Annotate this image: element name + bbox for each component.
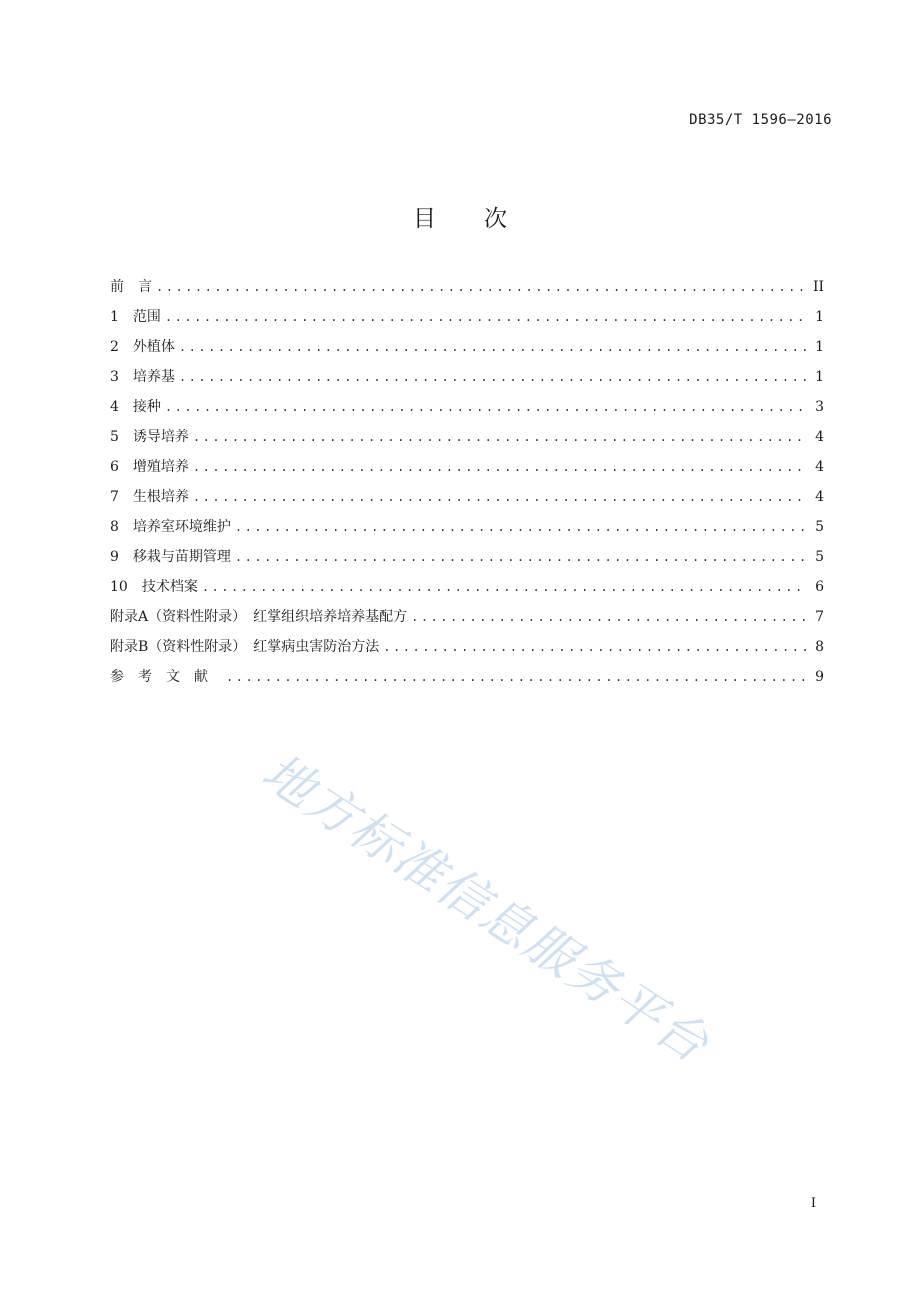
toc-entry-appendix-b[interactable]: [110, 636, 824, 666]
watermark-text: 地方标准信息服务平台: [251, 742, 720, 1075]
toc-entry-label: 附录A（资料性附录） 红掌组织培养培养基配方: [110, 609, 408, 625]
toc-entry-foreword[interactable]: [110, 276, 824, 306]
toc-entry-explant[interactable]: [110, 336, 824, 366]
toc-entry-medium[interactable]: [110, 366, 824, 396]
toc-entry-page: 1: [815, 309, 824, 325]
toc-entry-technical-records[interactable]: [110, 576, 824, 606]
toc-entry-page: II: [812, 279, 824, 295]
toc-entry-label: 1 范围: [110, 309, 161, 325]
toc-entry-label: 3 培养基: [110, 369, 175, 385]
toc-entry-page: 4: [815, 459, 824, 475]
toc-dot-leader: [156, 280, 806, 294]
toc-dot-leader: [235, 550, 806, 564]
toc-entry-induction[interactable]: [110, 426, 824, 456]
toc-entry-transplant[interactable]: [110, 546, 824, 576]
toc-entry-label: 8 培养室环境维护: [110, 519, 231, 535]
toc-entry-page: 5: [815, 519, 824, 535]
page-number: I: [810, 1196, 816, 1211]
toc-entry-page: 4: [815, 429, 824, 445]
toc-dot-leader: [179, 340, 806, 354]
toc-entry-label: 9 移栽与苗期管理: [110, 549, 231, 565]
toc-entry-page: 9: [815, 669, 824, 685]
toc-entry-page: 8: [815, 639, 824, 655]
document-code: DB35/T 1596—2016: [689, 112, 832, 128]
toc-dot-leader: [193, 460, 806, 474]
toc-entry-page: 5: [815, 549, 824, 565]
toc-entry-label: 6 增殖培养: [110, 459, 189, 475]
toc-dot-leader: [179, 370, 806, 384]
toc-entry-label: 7 生根培养: [110, 489, 189, 505]
toc-entry-page: 6: [815, 579, 824, 595]
toc-entry-page: 7: [815, 609, 824, 625]
toc-dot-leader: [165, 310, 806, 324]
toc-entry-label: 10 技术档案: [110, 579, 198, 595]
toc-dot-leader: [193, 430, 806, 444]
page-title: 目次: [413, 206, 555, 232]
toc-entry-label: 5 诱导培养: [110, 429, 189, 445]
toc-dot-leader: [193, 490, 806, 504]
toc-dot-leader: [383, 640, 806, 654]
toc-entry-label: 参考文献: [110, 669, 222, 685]
toc-dot-leader: [411, 610, 806, 624]
toc-entry-label: 附录B（资料性附录） 红掌病虫害防治方法: [110, 639, 380, 655]
toc-entry-page: 3: [815, 399, 824, 415]
toc-entry-page: 1: [815, 369, 824, 385]
toc-entry-page: 4: [815, 489, 824, 505]
table-of-contents: [110, 276, 824, 696]
toc-entry-label: 4 接种: [110, 399, 161, 415]
toc-entry-rooting[interactable]: [110, 486, 824, 516]
toc-dot-leader: [226, 670, 806, 684]
toc-entry-label: 前 言: [110, 279, 152, 295]
toc-entry-proliferation[interactable]: [110, 456, 824, 486]
toc-dot-leader: [235, 520, 806, 534]
toc-entry-references[interactable]: [110, 666, 824, 696]
toc-dot-leader: [202, 580, 806, 594]
toc-entry-culture-room[interactable]: [110, 516, 824, 546]
toc-entry-label: 2 外植体: [110, 339, 175, 355]
toc-entry-page: 1: [815, 339, 824, 355]
toc-dot-leader: [165, 400, 806, 414]
toc-entry-scope[interactable]: [110, 306, 824, 336]
toc-entry-inoculation[interactable]: [110, 396, 824, 426]
toc-entry-appendix-a[interactable]: [110, 606, 824, 636]
